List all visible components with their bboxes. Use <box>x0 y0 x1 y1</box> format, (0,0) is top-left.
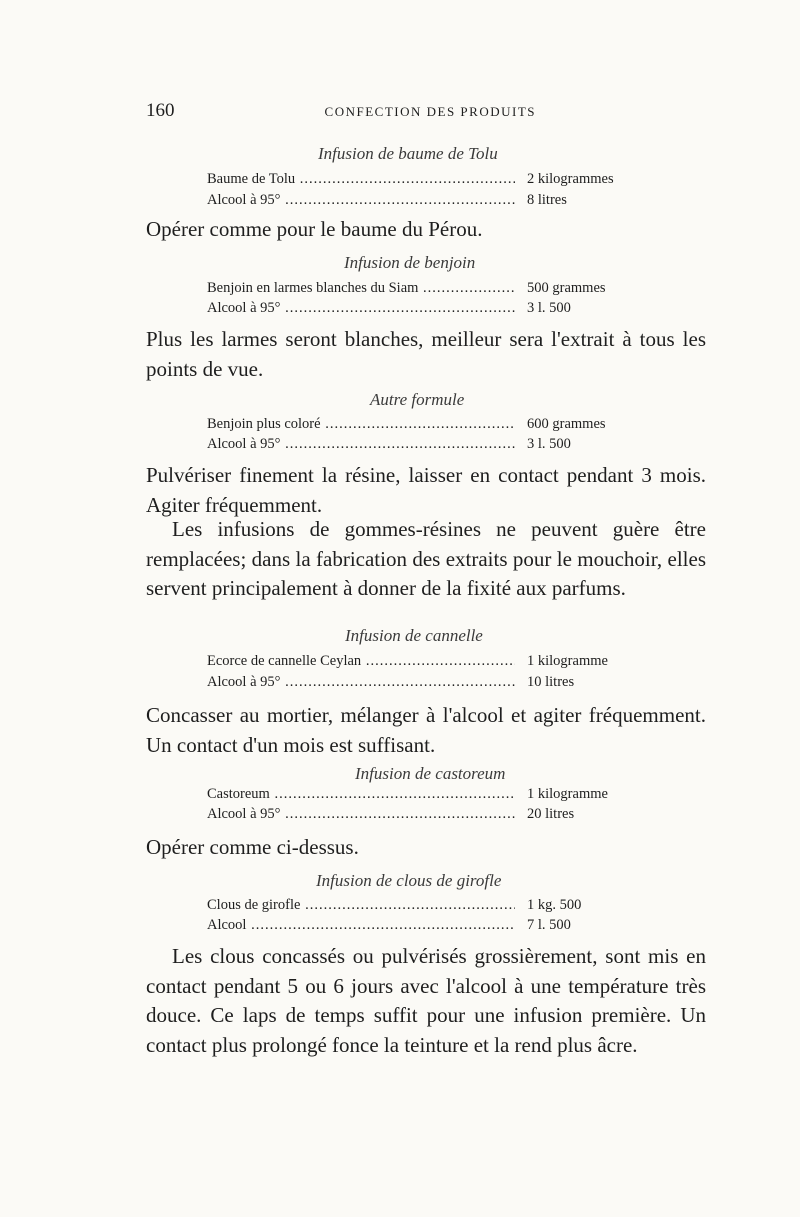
ingredient-name: Alcool à 95° ..... <box>207 806 515 826</box>
ingredient-row <box>207 436 637 456</box>
paragraph: Plus les larmes seront blanches, meilleur sera l'extrait à tous les points de vue. <box>146 327 706 381</box>
recipe-title-tolu: Infusion de baume de Tolu <box>318 144 498 163</box>
ingredient-name: Alcool ..... <box>207 917 515 937</box>
ingredient-quantity: 8 litres <box>527 192 567 208</box>
ingredient-quantity: 1 kilogramme <box>527 786 608 802</box>
ingredient-name: Clous de girofle ..... <box>207 897 515 917</box>
paragraph: Pulvériser finement la résine, laisser en contact pendant 3 mois. Agiter fréquemment. <box>146 463 706 517</box>
recipe-title-autre-formule: Autre formule <box>370 390 465 409</box>
ingredient-name: Benjoin plus coloré ..... <box>207 416 515 436</box>
ingredient-name: Baume de Tolu ..... <box>207 171 515 191</box>
ingredient-quantity: 3 l. 500 <box>527 300 571 316</box>
ingredient-row <box>207 300 637 320</box>
ingredient-name: Alcool à 95° ..... <box>207 674 515 694</box>
running-head <box>146 100 536 122</box>
ingredient-quantity: 600 grammes <box>527 416 606 432</box>
page-number: 160 <box>146 100 175 121</box>
ingredient-quantity: 1 kg. 500 <box>527 897 582 913</box>
ingredient-row <box>207 653 637 673</box>
ingredient-name: Alcool à 95° ..... <box>207 192 515 212</box>
ingredient-name: Ecorce de cannelle Ceylan ..... <box>207 653 515 673</box>
ingredient-name: Castoreum ..... <box>207 786 515 806</box>
recipe-title-cannelle: Infusion de cannelle <box>345 626 483 645</box>
ingredient-quantity: 7 l. 500 <box>527 917 571 933</box>
ingredient-row <box>207 416 637 436</box>
ingredient-quantity: 3 l. 500 <box>527 436 571 452</box>
recipe-title-girofle: Infusion de clous de girofle <box>316 871 502 890</box>
ingredient-row <box>207 897 637 917</box>
paragraph: Concasser au mortier, mélanger à l'alcool et agiter fréquemment. Un contact d'un mois est suffisant. <box>146 703 706 757</box>
ingredient-quantity: 10 litres <box>527 674 575 690</box>
ingredient-row <box>207 806 637 826</box>
paragraph: Les infusions de gommes-résines ne peuvent guère être remplacées; dans la fabrication des extraits pour le mouchoir, elles servent principalement à donner de la fixité aux parfums. <box>146 517 706 600</box>
ingredient-row <box>207 192 637 212</box>
ingredient-row <box>207 786 637 806</box>
running-title: CONFECTION DES PRODUITS <box>324 104 536 119</box>
ingredient-quantity: 1 kilogramme <box>527 653 608 669</box>
ingredient-name: Benjoin en larmes blanches du Siam ..... <box>207 280 515 300</box>
ingredient-row <box>207 917 637 937</box>
recipe-title-benjoin: Infusion de benjoin <box>344 253 476 272</box>
ingredient-quantity: 20 litres <box>527 806 575 822</box>
ingredient-row <box>207 674 637 694</box>
paragraph: Les clous concassés ou pulvérisés grossièrement, sont mis en contact pendant 5 ou 6 jours avec l'alcool à une température très douce. Ce laps de temps suffit pour une infusion première. Un contact plus prolongé fonce la teinture et la rend plus âcre. <box>146 944 706 1057</box>
ingredient-quantity: 2 kilogrammes <box>527 171 614 187</box>
ingredient-row <box>207 171 637 191</box>
ingredient-quantity: 500 grammes <box>527 280 606 296</box>
ingredient-name: Alcool à 95° ..... <box>207 300 515 320</box>
ingredient-row <box>207 280 637 300</box>
ingredient-name: Alcool à 95° ..... <box>207 436 515 456</box>
paragraph: Opérer comme pour le baume du Pérou. <box>146 217 483 241</box>
recipe-title-castoreum: Infusion de castoreum <box>355 764 506 783</box>
paragraph: Opérer comme ci-dessus. <box>146 835 359 859</box>
